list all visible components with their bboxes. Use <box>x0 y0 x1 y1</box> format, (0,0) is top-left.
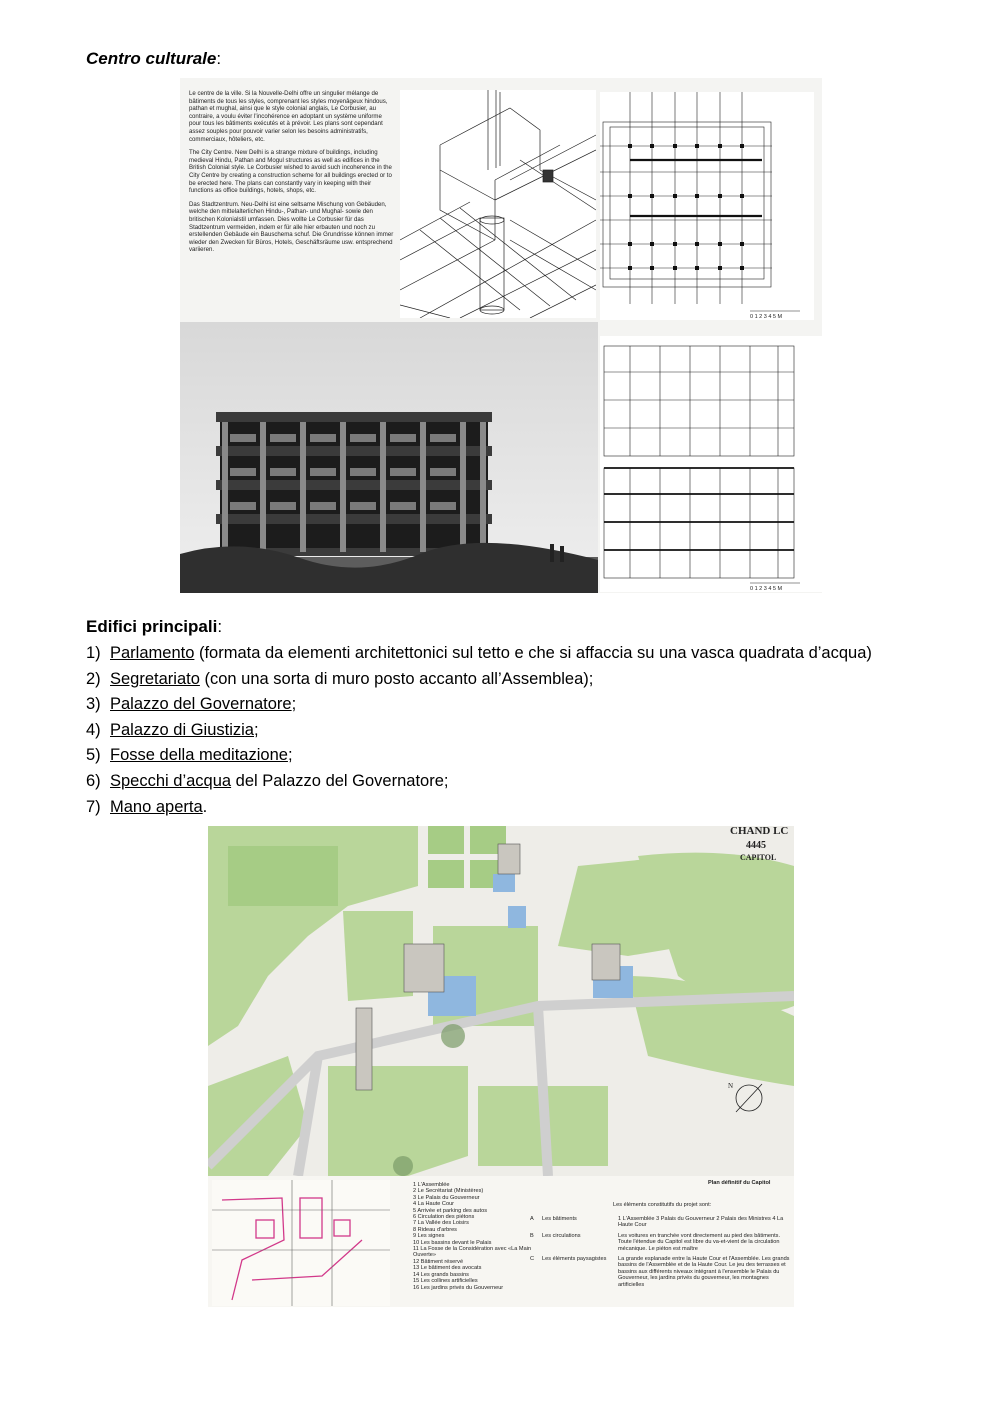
element-label: Les éléments paysagistes <box>542 1256 607 1263</box>
floor-plan-grid <box>600 92 814 320</box>
list-link[interactable]: Specchi d’acqua <box>110 771 232 790</box>
legend-numbered-list <box>413 1182 543 1291</box>
list-link[interactable]: Fosse della meditazione <box>110 746 288 765</box>
element-text: 1 L'Assemblée 3 Palais du Gouverneur 2 Palais des Ministres 4 La Haute Cour <box>618 1216 784 1229</box>
list-link[interactable]: Parlamento <box>110 644 195 662</box>
legend-item: 16 Les jardins privés du Gouverneur <box>413 1284 504 1291</box>
list-item <box>86 692 872 718</box>
list-item <box>86 641 872 667</box>
stamp-line1: CHAND LC <box>730 826 789 837</box>
section-elevation-drawing <box>600 336 822 592</box>
section-heading-centro <box>86 49 221 69</box>
list-item <box>86 769 872 795</box>
elements-heading: Les éléments constitutifs du projet sont: <box>613 1202 712 1208</box>
legend-item: 2 Le Secrétariat (Ministères) <box>413 1188 484 1195</box>
plan-scale-label: 0 1 2 3 4 5 M <box>750 314 783 320</box>
stamp-line3: CAPITOL <box>740 853 777 862</box>
heading-text: Centro culturale <box>86 49 217 68</box>
plate-text-fr: Le centre de la ville. Si la Nouvelle-Delhi offre un singulier mélange de bâtiments de tous les styles, comprenant les styles moyenâgeux hindous, pathan et mughal, ainsi que le style colonial anglais, Le Corbusier, au contraire, a voulu éviter l'incohérence en adoptant un système uniforme pour tous les bâtiments exécutés et à prévoir. Les plans sont cependant assez souples pour pouvoir varier selon les besoins administratifs, commerciaux, hôteliers, etc. <box>189 90 388 143</box>
list-item <box>86 743 872 769</box>
legend-item: 11 La Fosse de la Considération avec «La Main Ouverte» <box>413 1246 532 1259</box>
list-link[interactable]: Palazzo del Governatore <box>110 695 292 714</box>
list-item <box>86 795 872 821</box>
legend-item: 5 Arrivée et parking des autos <box>413 1207 488 1214</box>
element-label: Les circulations <box>542 1232 581 1239</box>
plan-title: Plan définitif du Capitol <box>708 1180 771 1186</box>
list-text: ; <box>287 746 293 765</box>
axonometric-drawing <box>400 90 596 318</box>
legend-item: 6 Circulation des piétons <box>413 1214 475 1221</box>
legend-item: 7 La Vallée des Loisirs <box>413 1220 469 1227</box>
heading-colon: : <box>217 617 223 636</box>
heading-text: Edifici principali <box>86 617 218 636</box>
list-number: 1) <box>86 644 101 662</box>
legend-item: 12 Bâtiment réservé <box>413 1258 464 1265</box>
list-number: 7) <box>86 797 101 816</box>
list-link[interactable]: Mano aperta <box>110 797 203 816</box>
legend-item: 10 Les bassins devant le Palais <box>413 1239 492 1246</box>
legend-item: 4 La Haute Cour <box>413 1201 455 1208</box>
element-key: A <box>530 1216 534 1222</box>
list-text: (formata da elementi architettonici sul tetto e che si affaccia su una vasca quadrata d’acqua) <box>194 644 872 662</box>
plate-description <box>189 90 395 260</box>
section-heading-edifici <box>86 617 222 637</box>
list-link[interactable]: Segretariato <box>110 669 200 688</box>
list-item <box>86 667 872 693</box>
legend-item: 13 Le bâtiment des avocats <box>413 1265 482 1272</box>
site-plan-legend <box>208 1176 794 1307</box>
element-text: Les voitures en tranchée vont directement au pied des bâtiments. Toute l'étendue du Capitol est libre du va-et-vient de la circulation mécanique. Le piéton est maître <box>618 1232 781 1252</box>
list-text: ; <box>253 720 259 739</box>
element-row <box>530 1256 792 1288</box>
north-label: N <box>728 1082 734 1090</box>
heading-colon: : <box>216 49 222 68</box>
list-text: ; <box>291 695 297 714</box>
list-text: del Palazzo del Governatore; <box>231 771 449 790</box>
list-number: 5) <box>86 746 101 765</box>
list-number: 3) <box>86 695 101 714</box>
element-text: La grande esplanade entre la Haute Cour et l'Assemblée. Les grands bassins de l'Assemblée et de la Haute Cour. Le jeu des terrasses et bassins aux différents niveaux intégrant à l'ensemble le Palais du Gouverneur, les jardins privés du gouverneur, les montagnes artificielles <box>618 1256 790 1288</box>
list-item <box>86 718 872 744</box>
legend-item: 8 Rideau d'arbres <box>413 1226 457 1233</box>
legend-item: 3 Le Palais du Gouverneur <box>413 1194 480 1201</box>
element-label: Les bâtiments <box>542 1216 577 1222</box>
legend-item: 14 Les grands bassins <box>413 1271 469 1278</box>
legend-item: 1 L'Assemblée <box>413 1182 450 1188</box>
legend-item: 15 Les collines artificielles <box>413 1278 478 1285</box>
plate-text-de: Das Stadtzentrum. Neu-Delhi ist eine seltsame Mischung von Gebäuden, welche den mittelalterlichen Hindu-, Pathan- und Mughal- sowie den britischen Kolonialstil umfassen. Dies wollte Le Corbusier für das Stadtzentrum vermeiden, indem er für alle hier erbauten und noch zu erstellenden Gebäude ein Bauschema schuf. Die Grundrisse können immer wieder den Zwecken für Büros, Hotels, Geschäftsräume usw. entsprechend variieren. <box>189 200 394 254</box>
stamp-line2: 4445 <box>746 840 766 851</box>
list-number: 4) <box>86 720 101 739</box>
key-map <box>212 1180 390 1306</box>
section-scale-label: 0 1 2 3 4 5 M <box>750 586 783 592</box>
building-photo <box>180 322 598 593</box>
element-key: B <box>530 1232 534 1239</box>
list-text: . <box>202 797 208 816</box>
legend-item: 9 Les signes <box>413 1233 445 1240</box>
plate-text-en: The City Centre. New Delhi is a strange mixture of buildings, including medieval Hindu, Pathan and Mogul structures as well as edifices in the British Colonial style. Le Corbusier wished to avoid such incoherence in the City Centre by creating a construction scheme for all buildings erected or to be erected here. The plans can constantly vary in keeping with their functions as office buildings, hotels, shops, etc. <box>189 149 392 195</box>
buildings-list <box>86 641 872 820</box>
list-text: (con una sorta di muro posto accanto all’Assemblea); <box>199 669 594 688</box>
element-key: C <box>530 1256 535 1263</box>
capitol-site-plan <box>208 826 794 1176</box>
list-link[interactable]: Palazzo di Giustizia <box>110 720 254 739</box>
list-number: 6) <box>86 771 101 790</box>
element-row <box>530 1233 792 1252</box>
list-number: 2) <box>86 669 101 688</box>
elements-list <box>530 1216 792 1288</box>
element-row <box>530 1216 792 1229</box>
